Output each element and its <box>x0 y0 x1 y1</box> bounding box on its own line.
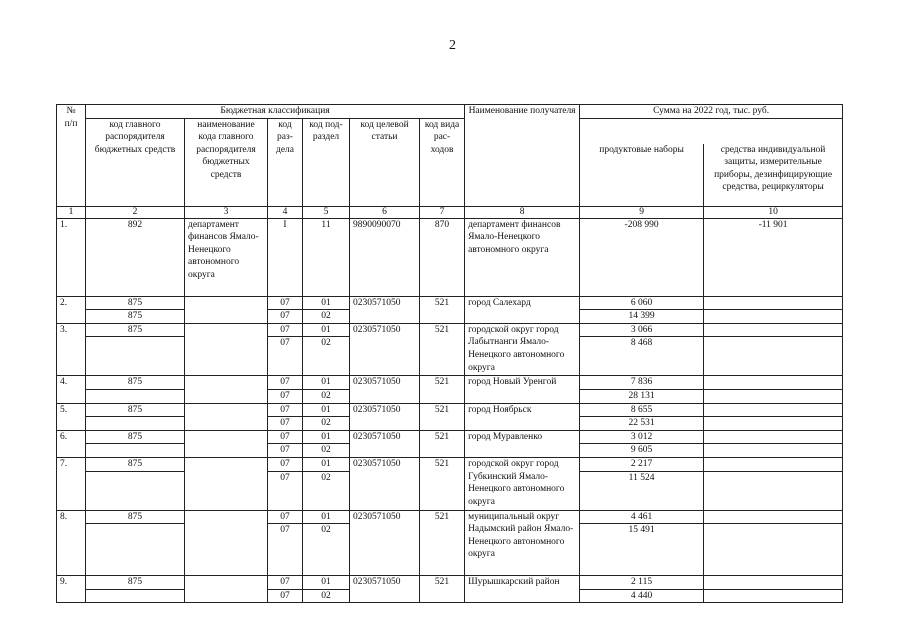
subsection-cell: 02 <box>303 524 350 576</box>
subsection-cell: 02 <box>303 444 350 458</box>
food-amount-cell: -208 990 <box>580 218 704 296</box>
header-expense-type: код вида рас-ходов <box>420 118 465 206</box>
ppe-amount-cell <box>704 510 843 524</box>
target-cell: 0230571050 <box>350 296 420 323</box>
section-cell: 07 <box>268 296 303 310</box>
ppe-amount-cell <box>704 589 843 603</box>
ppe-amount-cell <box>704 576 843 590</box>
index-cell: 3 <box>185 206 268 218</box>
admin-name-cell <box>185 376 268 403</box>
subsection-cell: 02 <box>303 310 350 324</box>
admin-code-cell <box>86 524 185 576</box>
subsection-cell: 11 <box>303 218 350 296</box>
row-number: 7. <box>57 457 86 510</box>
section-cell: 07 <box>268 444 303 458</box>
expense-type-cell: 521 <box>420 576 465 603</box>
table-row <box>57 510 843 524</box>
subsection-cell: 02 <box>303 417 350 431</box>
section-cell: 07 <box>268 457 303 471</box>
target-cell: 0230571050 <box>350 510 420 576</box>
ppe-amount-cell <box>704 471 843 510</box>
recipient-cell: городской округ город Лабытнанги Ямало-Ненецкого автономного округа <box>465 323 580 376</box>
table-row <box>57 457 843 471</box>
food-amount-cell: 28 131 <box>580 389 704 403</box>
admin-code-cell: 875 <box>86 403 185 417</box>
admin-code-cell: 875 <box>86 310 185 324</box>
admin-code-cell: 875 <box>86 323 185 337</box>
ppe-amount-cell <box>704 296 843 310</box>
food-amount-cell: 4 440 <box>580 589 704 603</box>
admin-name-cell <box>185 457 268 510</box>
section-cell: 07 <box>268 430 303 444</box>
admin-code-cell <box>86 337 185 376</box>
expense-type-cell: 521 <box>420 457 465 510</box>
food-amount-cell: 11 524 <box>580 471 704 510</box>
expense-type-cell: 870 <box>420 218 465 296</box>
header-budget-classification: Бюджетная классификация <box>86 105 465 119</box>
ppe-amount-cell: -11 901 <box>704 218 843 296</box>
food-amount-cell: 3 066 <box>580 323 704 337</box>
admin-code-cell: 875 <box>86 376 185 390</box>
subsection-cell: 02 <box>303 589 350 603</box>
admin-code-cell: 875 <box>86 430 185 444</box>
header-recipient: Наименование получателя <box>465 105 580 207</box>
admin-name-cell <box>185 576 268 603</box>
expense-type-cell: 521 <box>420 323 465 376</box>
index-cell: 5 <box>303 206 350 218</box>
table-row <box>57 403 843 417</box>
expense-type-cell: 521 <box>420 376 465 403</box>
ppe-amount-cell <box>704 403 843 417</box>
food-amount-cell: 4 461 <box>580 510 704 524</box>
index-cell: 10 <box>704 206 843 218</box>
food-amount-cell: 3 012 <box>580 430 704 444</box>
ppe-amount-cell <box>704 389 843 403</box>
table-row <box>57 576 843 590</box>
index-cell: 7 <box>420 206 465 218</box>
subsection-cell: 01 <box>303 296 350 310</box>
subsection-cell: 01 <box>303 430 350 444</box>
admin-code-cell: 875 <box>86 457 185 471</box>
header-target: код целевой статьи <box>350 118 420 206</box>
admin-name-cell <box>185 430 268 457</box>
row-number: 8. <box>57 510 86 576</box>
admin-name-cell <box>185 510 268 576</box>
header-admin-name: наименование кода главного распорядителя бюджетных средств <box>185 118 268 206</box>
admin-code-cell: 875 <box>86 296 185 310</box>
ppe-amount-cell <box>704 337 843 376</box>
subsection-cell: 01 <box>303 576 350 590</box>
row-number: 2. <box>57 296 86 323</box>
recipient-cell: департамент финансов Ямало-Ненецкого автономного округа <box>465 218 580 296</box>
index-cell: 6 <box>350 206 420 218</box>
section-cell: 07 <box>268 589 303 603</box>
header-admin-code: код главного распорядителя бюджетных средств <box>86 118 185 206</box>
recipient-cell: город Ноябрьск <box>465 403 580 430</box>
table-row <box>57 376 843 390</box>
food-amount-cell: 8 655 <box>580 403 704 417</box>
subsection-cell: 02 <box>303 337 350 376</box>
admin-code-cell: 892 <box>86 218 185 296</box>
ppe-amount-cell <box>704 524 843 576</box>
header-subsection: код под-раздел <box>303 118 350 206</box>
subsection-cell: 01 <box>303 510 350 524</box>
target-cell: 9890090070 <box>350 218 420 296</box>
admin-name-cell <box>185 296 268 323</box>
ppe-amount-cell <box>704 376 843 390</box>
food-amount-cell: 15 491 <box>580 524 704 576</box>
admin-code-cell <box>86 444 185 458</box>
recipient-cell: Шурышкарский район <box>465 576 580 603</box>
budget-table <box>56 104 843 603</box>
section-cell: 07 <box>268 471 303 510</box>
admin-code-cell: 875 <box>86 510 185 524</box>
subsection-cell: 01 <box>303 403 350 417</box>
admin-name-cell: департамент финансов Ямало-Ненецкого автономного округа <box>185 218 268 296</box>
admin-code-cell <box>86 589 185 603</box>
index-cell: 4 <box>268 206 303 218</box>
expense-type-cell: 521 <box>420 430 465 457</box>
food-amount-cell: 2 115 <box>580 576 704 590</box>
admin-code-cell <box>86 417 185 431</box>
section-cell: 07 <box>268 524 303 576</box>
section-cell: 07 <box>268 376 303 390</box>
target-cell: 0230571050 <box>350 323 420 376</box>
food-amount-cell: 6 060 <box>580 296 704 310</box>
header-no: № п/п <box>57 105 86 207</box>
ppe-amount-cell <box>704 417 843 431</box>
header-food: продуктовые наборы <box>580 144 704 207</box>
index-cell: 8 <box>465 206 580 218</box>
row-number: 4. <box>57 376 86 403</box>
recipient-cell: город Салехард <box>465 296 580 323</box>
subsection-cell: 02 <box>303 389 350 403</box>
section-cell: 07 <box>268 403 303 417</box>
page-number: 2 <box>449 38 456 53</box>
row-number: 5. <box>57 403 86 430</box>
recipient-cell: город Новый Уренгой <box>465 376 580 403</box>
row-number: 1. <box>57 218 86 296</box>
table-row <box>57 323 843 337</box>
target-cell: 0230571050 <box>350 576 420 603</box>
target-cell: 0230571050 <box>350 430 420 457</box>
expense-type-cell: 521 <box>420 510 465 576</box>
section-cell: 07 <box>268 510 303 524</box>
ppe-amount-cell <box>704 323 843 337</box>
section-cell: 07 <box>268 417 303 431</box>
target-cell: 0230571050 <box>350 376 420 403</box>
recipient-cell: город Муравленко <box>465 430 580 457</box>
food-amount-cell: 14 399 <box>580 310 704 324</box>
ppe-amount-cell <box>704 310 843 324</box>
admin-name-cell <box>185 403 268 430</box>
food-amount-cell: 7 836 <box>580 376 704 390</box>
subsection-cell: 01 <box>303 323 350 337</box>
index-cell: 1 <box>57 206 86 218</box>
target-cell: 0230571050 <box>350 403 420 430</box>
header-sum-spacer <box>580 118 843 144</box>
section-cell: 07 <box>268 337 303 376</box>
admin-code-cell <box>86 471 185 510</box>
section-cell: 07 <box>268 310 303 324</box>
recipient-cell: муниципальный округ Надымский район Ямало-Ненецкого автономного округа <box>465 510 580 576</box>
subsection-cell: 02 <box>303 471 350 510</box>
expense-type-cell: 521 <box>420 403 465 430</box>
header-section: код раз-дела <box>268 118 303 206</box>
recipient-cell: городской округ город Губкинский Ямало-Ненецкого автономного округа <box>465 457 580 510</box>
row-number: 6. <box>57 430 86 457</box>
section-cell: 07 <box>268 389 303 403</box>
row-number: 3. <box>57 323 86 376</box>
admin-name-cell <box>185 323 268 376</box>
index-cell: 2 <box>86 206 185 218</box>
header-ppe: средства индивидуальной защиты, измерительные приборы, дезинфицирующие средства, рециркуляторы <box>704 144 843 207</box>
table-row <box>57 296 843 310</box>
section-cell: 07 <box>268 576 303 590</box>
food-amount-cell: 2 217 <box>580 457 704 471</box>
food-amount-cell: 8 468 <box>580 337 704 376</box>
food-amount-cell: 22 531 <box>580 417 704 431</box>
header-sum: Сумма на 2022 год, тыс. руб. <box>580 105 843 119</box>
target-cell: 0230571050 <box>350 457 420 510</box>
ppe-amount-cell <box>704 444 843 458</box>
food-amount-cell: 9 605 <box>580 444 704 458</box>
ppe-amount-cell <box>704 457 843 471</box>
section-cell: 07 <box>268 323 303 337</box>
admin-code-cell <box>86 389 185 403</box>
ppe-amount-cell <box>704 430 843 444</box>
table-row <box>57 430 843 444</box>
admin-code-cell: 875 <box>86 576 185 590</box>
row-number: 9. <box>57 576 86 603</box>
section-cell: I <box>268 218 303 296</box>
subsection-cell: 01 <box>303 457 350 471</box>
index-row <box>57 206 843 218</box>
expense-type-cell: 521 <box>420 296 465 323</box>
subsection-cell: 01 <box>303 376 350 390</box>
index-cell: 9 <box>580 206 704 218</box>
table-row <box>57 218 843 296</box>
